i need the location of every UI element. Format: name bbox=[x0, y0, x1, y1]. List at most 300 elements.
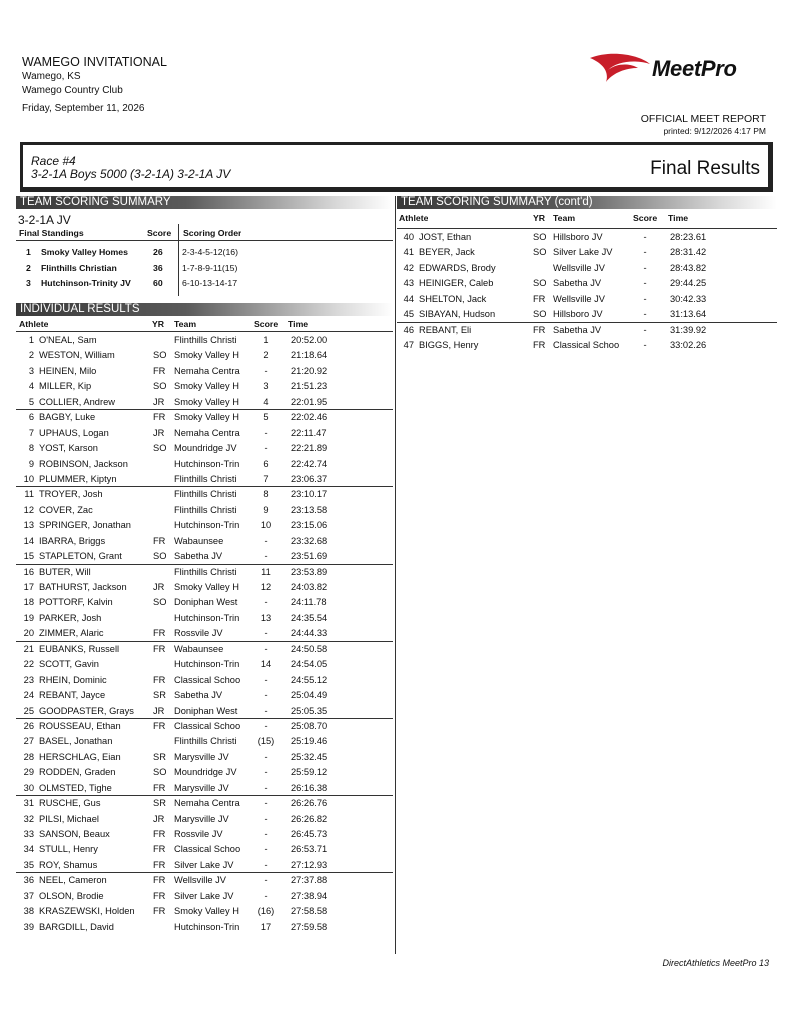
place: 33 bbox=[23, 829, 34, 839]
athlete-yr: SO bbox=[153, 597, 167, 608]
athlete-score: - bbox=[264, 551, 268, 562]
athlete-score: - bbox=[264, 443, 268, 454]
athlete-time: 27:38.94 bbox=[291, 890, 328, 901]
athlete-score: 1 bbox=[263, 335, 269, 345]
athlete-score: 13 bbox=[260, 612, 272, 623]
result-row bbox=[16, 549, 393, 564]
result-row bbox=[16, 611, 393, 626]
athlete-score: - bbox=[643, 293, 647, 304]
place: 32 bbox=[23, 813, 34, 824]
athlete-name: PLUMMER, Kiptyn bbox=[39, 473, 117, 484]
place: 47 bbox=[403, 340, 414, 351]
athlete-time: 22:11.47 bbox=[291, 427, 327, 438]
result-row bbox=[16, 457, 393, 472]
col-time: Time bbox=[668, 213, 689, 223]
athlete-score: 10 bbox=[260, 520, 272, 531]
meet-date: Friday, September 11, 2026 bbox=[22, 103, 145, 114]
place: 28 bbox=[23, 751, 34, 762]
athlete-yr: SO bbox=[153, 381, 167, 392]
athlete-score: - bbox=[264, 875, 268, 886]
place: 36 bbox=[23, 875, 34, 886]
athlete-yr: SO bbox=[153, 443, 167, 454]
individual-results-list bbox=[16, 332, 393, 935]
athlete-team: Classical Schoo bbox=[174, 844, 241, 855]
continued-results-list bbox=[397, 228, 777, 354]
athlete-time: 30:42.33 bbox=[670, 293, 707, 304]
logo-text: MeetPro bbox=[652, 56, 737, 81]
result-row bbox=[16, 395, 393, 410]
athlete-yr: SO bbox=[153, 350, 167, 361]
race-box bbox=[20, 142, 773, 192]
place: 20 bbox=[23, 628, 34, 639]
athlete-score: - bbox=[264, 782, 268, 793]
athlete-team: Sabetha JV bbox=[174, 551, 223, 562]
athlete-score: - bbox=[264, 720, 268, 731]
meet-title: WAMEGO INVITATIONAL bbox=[22, 55, 167, 69]
athlete-yr: FR bbox=[153, 412, 166, 423]
result-row bbox=[16, 534, 393, 549]
athlete-name: BATHURST, Jackson bbox=[39, 582, 127, 592]
athlete-name: KRASZEWSKI, Holden bbox=[39, 906, 135, 917]
athlete-team: Marysville JV bbox=[174, 751, 229, 762]
athlete-score: - bbox=[643, 309, 647, 320]
athlete-time: 22:21.89 bbox=[291, 443, 328, 454]
place: 21 bbox=[23, 643, 34, 654]
result-row bbox=[397, 292, 777, 307]
place: 13 bbox=[23, 520, 34, 531]
col-athlete: Athlete bbox=[399, 213, 429, 223]
place: 31 bbox=[23, 798, 34, 809]
place: 5 bbox=[28, 396, 34, 407]
athlete-time: 27:58.58 bbox=[291, 906, 328, 917]
athlete-team: Silver Lake JV bbox=[174, 859, 234, 870]
place: 18 bbox=[23, 597, 34, 608]
athlete-score: - bbox=[264, 628, 268, 639]
athlete-score: 9 bbox=[263, 504, 269, 515]
col-time: Time bbox=[288, 319, 309, 329]
athlete-time: 26:26.76 bbox=[291, 798, 328, 809]
athlete-time: 28:43.82 bbox=[670, 262, 707, 273]
athlete-name: OLSON, Brodie bbox=[39, 890, 104, 901]
place: 29 bbox=[23, 767, 34, 778]
col-yr: YR bbox=[152, 319, 165, 329]
athlete-yr: SO bbox=[153, 551, 167, 562]
athlete-score: - bbox=[264, 859, 268, 870]
logo-swoosh-icon bbox=[588, 52, 658, 84]
athlete-team: Hutchinson-Trin bbox=[174, 458, 240, 469]
athlete-time: 22:02.46 bbox=[291, 412, 328, 423]
athlete-time: 23:15.06 bbox=[291, 520, 328, 531]
athlete-yr: FR bbox=[533, 324, 546, 335]
result-row bbox=[16, 379, 393, 394]
result-row bbox=[397, 323, 777, 338]
athlete-yr: SR bbox=[153, 690, 166, 701]
place: 35 bbox=[23, 859, 34, 870]
athlete-score: - bbox=[643, 340, 647, 351]
athlete-team: Silver Lake JV bbox=[174, 890, 234, 901]
athlete-team: Flinthills Christi bbox=[174, 736, 237, 747]
athlete-time: 24:11.78 bbox=[291, 597, 327, 608]
athlete-name: ROY, Shamus bbox=[39, 859, 98, 870]
place: 38 bbox=[23, 906, 34, 917]
result-row bbox=[16, 873, 393, 888]
athlete-score: - bbox=[264, 798, 268, 809]
meet-city: Wamego, KS bbox=[22, 71, 81, 82]
athlete-score: 3 bbox=[263, 381, 269, 392]
athlete-team: Smoky Valley H bbox=[174, 582, 239, 592]
team-name: Flinthills Christian bbox=[41, 262, 117, 273]
athlete-team: Flinthills Christi bbox=[174, 489, 237, 500]
continued-section bbox=[397, 196, 777, 354]
athlete-team: Wellsville JV bbox=[553, 262, 606, 273]
col-yr: YR bbox=[533, 213, 546, 223]
athlete-time: 21:51.23 bbox=[291, 381, 328, 392]
athlete-team: Flinthills Christi bbox=[174, 566, 237, 577]
athlete-name: MILLER, Kip bbox=[39, 381, 92, 392]
athlete-team: Hutchinson-Trin bbox=[174, 921, 240, 932]
place: 22 bbox=[23, 659, 34, 670]
place: 39 bbox=[23, 921, 34, 932]
standings-row bbox=[16, 276, 393, 292]
athlete-time: 21:18.64 bbox=[291, 350, 328, 361]
athlete-score: - bbox=[264, 643, 268, 654]
athlete-name: BEYER, Jack bbox=[419, 247, 475, 258]
athlete-yr: SR bbox=[153, 798, 166, 809]
athlete-yr: FR bbox=[153, 365, 166, 376]
athlete-time: 25:05.35 bbox=[291, 705, 328, 716]
place: 2 bbox=[28, 350, 34, 361]
results-status: Final Results bbox=[650, 158, 760, 179]
result-row bbox=[16, 750, 393, 765]
athlete-yr: FR bbox=[153, 643, 166, 654]
athlete-yr: FR bbox=[153, 782, 166, 793]
place: 12 bbox=[23, 504, 34, 515]
athlete-name: GOODPASTER, Grays bbox=[39, 705, 134, 716]
athlete-yr: SO bbox=[153, 767, 167, 778]
result-row bbox=[16, 642, 393, 657]
athlete-score: - bbox=[643, 278, 647, 289]
team-name: Hutchinson-Trinity JV bbox=[41, 278, 131, 288]
result-row bbox=[397, 338, 777, 353]
athlete-name: EDWARDS, Brody bbox=[419, 262, 496, 273]
team-name: Smoky Valley Homes bbox=[41, 247, 128, 257]
place: 14 bbox=[23, 535, 34, 546]
result-row bbox=[16, 827, 393, 842]
athlete-score: (15) bbox=[257, 736, 275, 747]
individual-results-section bbox=[16, 303, 393, 935]
athlete-name: UPHAUS, Logan bbox=[39, 427, 109, 438]
place: 17 bbox=[23, 582, 34, 592]
athlete-name: IBARRA, Briggs bbox=[39, 535, 106, 546]
athlete-name: STAPLETON, Grant bbox=[39, 551, 122, 562]
athlete-team: Hillsboro JV bbox=[553, 309, 603, 320]
athlete-name: TROYER, Josh bbox=[39, 489, 103, 500]
place: 23 bbox=[23, 674, 34, 685]
col-team: Team bbox=[553, 213, 576, 223]
athlete-yr: JR bbox=[153, 396, 165, 407]
team-scoring-order: 6-10-13-14-17 bbox=[182, 278, 238, 288]
report-label: OFFICIAL MEET REPORT bbox=[640, 113, 766, 125]
athlete-time: 33:02.26 bbox=[670, 340, 707, 351]
athlete-yr: SO bbox=[533, 247, 547, 258]
place: 9 bbox=[28, 458, 34, 469]
athlete-time: 22:42.74 bbox=[291, 458, 328, 469]
col-team: Team bbox=[174, 319, 197, 329]
athlete-time: 24:50.58 bbox=[291, 643, 328, 654]
athlete-team: Flinthills Christi bbox=[174, 335, 237, 345]
athlete-score: 7 bbox=[263, 473, 269, 484]
result-row bbox=[16, 426, 393, 441]
athlete-yr: FR bbox=[533, 293, 546, 304]
place: 46 bbox=[403, 324, 414, 335]
athlete-score: - bbox=[264, 813, 268, 824]
place: 34 bbox=[23, 844, 34, 855]
standings-row bbox=[16, 245, 393, 261]
athlete-score: - bbox=[264, 767, 268, 778]
team-scoring-header: TEAM SCORING SUMMARY bbox=[16, 196, 393, 209]
division-name: 3-2-1A JV bbox=[18, 213, 71, 227]
footer-software: DirectAthletics MeetPro 13 bbox=[662, 958, 769, 968]
result-row bbox=[397, 245, 777, 260]
race-number: Race #4 bbox=[31, 154, 76, 168]
athlete-name: REBANT, Jayce bbox=[39, 690, 106, 701]
col-scoring-order: Scoring Order bbox=[183, 228, 242, 238]
place: 26 bbox=[23, 720, 34, 731]
athlete-yr: SR bbox=[153, 751, 166, 762]
place: 30 bbox=[23, 782, 34, 793]
athlete-score: 11 bbox=[261, 566, 271, 577]
col-final-standings: Final Standings bbox=[19, 228, 84, 238]
place: 1 bbox=[28, 335, 34, 345]
standings-list bbox=[16, 241, 393, 292]
place: 45 bbox=[403, 309, 414, 320]
athlete-name: POTTORF, Kalvin bbox=[39, 597, 113, 608]
athlete-time: 23:53.89 bbox=[291, 566, 328, 577]
athlete-name: PILSI, Michael bbox=[39, 813, 99, 824]
athlete-team: Flinthills Christi bbox=[174, 473, 237, 484]
athlete-name: BAGBY, Luke bbox=[39, 412, 96, 423]
athlete-time: 28:23.61 bbox=[670, 232, 707, 242]
athlete-time: 27:37.88 bbox=[291, 875, 328, 886]
athlete-score: - bbox=[643, 262, 647, 273]
athlete-team: Moundridge JV bbox=[174, 443, 237, 454]
athlete-time: 26:45.73 bbox=[291, 829, 328, 839]
place: 6 bbox=[28, 412, 34, 423]
athlete-yr: FR bbox=[153, 906, 166, 917]
athlete-name: RUSCHE, Gus bbox=[39, 798, 101, 809]
place: 8 bbox=[28, 443, 34, 454]
team-scoring-order: 1-7-8-9-11(15) bbox=[182, 262, 238, 273]
athlete-name: BUTER, Will bbox=[39, 566, 91, 577]
athlete-score: - bbox=[264, 829, 268, 839]
place: 41 bbox=[403, 247, 414, 258]
standings-column-header bbox=[16, 228, 393, 241]
athlete-name: SCOTT, Gavin bbox=[39, 659, 99, 670]
athlete-team: Smoky Valley H bbox=[174, 906, 239, 917]
athlete-name: BASEL, Jonathan bbox=[39, 736, 113, 747]
athlete-team: Rossvile JV bbox=[174, 628, 223, 639]
result-row bbox=[16, 796, 393, 811]
athlete-team: Smoky Valley H bbox=[174, 381, 239, 392]
result-row bbox=[16, 812, 393, 827]
athlete-yr: FR bbox=[153, 628, 166, 639]
athlete-time: 31:13.64 bbox=[670, 309, 707, 320]
col-athlete: Athlete bbox=[19, 319, 49, 329]
athlete-time: 23:32.68 bbox=[291, 535, 328, 546]
athlete-team: Hillsboro JV bbox=[553, 232, 603, 242]
athlete-team: Wellsville JV bbox=[174, 875, 227, 886]
athlete-team: Sabetha JV bbox=[174, 690, 223, 701]
athlete-team: Sabetha JV bbox=[553, 324, 602, 335]
athlete-name: JOST, Ethan bbox=[419, 232, 472, 242]
athlete-score: 17 bbox=[260, 921, 272, 932]
athlete-name: YOST, Karson bbox=[39, 443, 98, 454]
athlete-team: Doniphan West bbox=[174, 705, 238, 716]
athlete-name: COLLIER, Andrew bbox=[39, 396, 115, 407]
athlete-name: HEINEN, Milo bbox=[39, 365, 97, 376]
result-row bbox=[16, 858, 393, 873]
result-row bbox=[16, 719, 393, 734]
result-row bbox=[16, 410, 393, 425]
result-row bbox=[16, 673, 393, 688]
athlete-score: 2 bbox=[263, 350, 269, 361]
result-row bbox=[16, 364, 393, 379]
athlete-score: - bbox=[264, 535, 268, 546]
athlete-team: Moundridge JV bbox=[174, 767, 237, 778]
place: 16 bbox=[23, 566, 34, 577]
athlete-name: HEINIGER, Caleb bbox=[419, 278, 494, 289]
col-score: Score bbox=[633, 213, 658, 223]
athlete-time: 23:10.17 bbox=[291, 489, 328, 500]
result-row bbox=[16, 920, 393, 935]
athlete-score: (16) bbox=[257, 906, 275, 917]
athlete-name: SANSON, Beaux bbox=[39, 829, 110, 839]
athlete-name: ROUSSEAU, Ethan bbox=[39, 720, 121, 731]
athlete-name: PARKER, Josh bbox=[39, 612, 102, 623]
athlete-score: - bbox=[264, 751, 268, 762]
team-place: 2 bbox=[26, 262, 31, 273]
athlete-score: - bbox=[264, 690, 268, 701]
athlete-team: Sabetha JV bbox=[553, 278, 602, 289]
athlete-team: Wabaunsee bbox=[174, 535, 224, 546]
athlete-team: Hutchinson-Trin bbox=[174, 612, 240, 623]
athlete-team: Smoky Valley H bbox=[174, 412, 239, 423]
athlete-team: Wellsville JV bbox=[553, 293, 606, 304]
place: 25 bbox=[23, 705, 34, 716]
place: 15 bbox=[23, 551, 34, 562]
athlete-name: SHELTON, Jack bbox=[419, 293, 487, 304]
athlete-team: Wabaunsee bbox=[174, 643, 224, 654]
athlete-name: ZIMMER, Alaric bbox=[39, 628, 104, 639]
place: 7 bbox=[28, 427, 34, 438]
team-score: 26 bbox=[153, 247, 163, 257]
result-row bbox=[16, 842, 393, 857]
athlete-name: NEEL, Cameron bbox=[39, 875, 107, 886]
athlete-time: 31:39.92 bbox=[670, 324, 707, 335]
athlete-name: REBANT, Eli bbox=[419, 324, 472, 335]
place: 24 bbox=[23, 690, 34, 701]
col-score: Score bbox=[254, 319, 279, 329]
athlete-yr: FR bbox=[153, 844, 166, 855]
athlete-time: 27:12.93 bbox=[291, 859, 328, 870]
result-row bbox=[16, 580, 393, 595]
athlete-name: OLMSTED, Tighe bbox=[39, 782, 112, 793]
athlete-time: 21:20.92 bbox=[291, 365, 328, 376]
meet-venue: Wamego Country Club bbox=[22, 85, 123, 96]
athlete-name: STULL, Henry bbox=[39, 844, 98, 855]
athlete-team: Nemaha Centra bbox=[174, 365, 240, 376]
athlete-name: BIGGS, Henry bbox=[419, 340, 479, 351]
place: 40 bbox=[403, 232, 414, 242]
result-row bbox=[16, 626, 393, 641]
result-row bbox=[16, 781, 393, 796]
result-row bbox=[16, 889, 393, 904]
result-row bbox=[16, 503, 393, 518]
result-row bbox=[16, 734, 393, 749]
result-row bbox=[16, 472, 393, 487]
athlete-time: 23:51.69 bbox=[291, 551, 328, 562]
athlete-time: 22:01.95 bbox=[291, 396, 328, 407]
athlete-team: Marysville JV bbox=[174, 782, 229, 793]
athlete-time: 26:26.82 bbox=[291, 813, 328, 824]
team-place: 3 bbox=[26, 278, 31, 288]
athlete-name: WESTON, William bbox=[39, 350, 115, 361]
standings-row bbox=[16, 261, 393, 277]
athlete-name: HERSCHLAG, Eian bbox=[39, 751, 121, 762]
place: 37 bbox=[23, 890, 34, 901]
result-row bbox=[16, 518, 393, 533]
athlete-yr: SO bbox=[533, 278, 547, 289]
athlete-score: - bbox=[264, 427, 268, 438]
result-row bbox=[397, 230, 777, 245]
athlete-name: EUBANKS, Russell bbox=[39, 643, 120, 654]
individual-results-header: INDIVIDUAL RESULTS bbox=[16, 303, 393, 316]
athlete-yr: JR bbox=[153, 705, 165, 716]
team-place: 1 bbox=[26, 247, 31, 257]
athlete-team: Smoky Valley H bbox=[174, 350, 239, 361]
result-row bbox=[16, 904, 393, 919]
result-row bbox=[16, 333, 393, 348]
athlete-time: 24:03.82 bbox=[291, 582, 328, 592]
athlete-score: 4 bbox=[263, 396, 269, 407]
athlete-score: - bbox=[264, 597, 268, 608]
athlete-name: SIBAYAN, Hudson bbox=[419, 309, 496, 320]
athlete-yr: JR bbox=[153, 582, 165, 592]
athlete-time: 24:44.33 bbox=[291, 628, 328, 639]
athlete-team: Hutchinson-Trin bbox=[174, 520, 240, 531]
result-row bbox=[397, 261, 777, 276]
athlete-score: - bbox=[643, 247, 647, 258]
place: 44 bbox=[403, 293, 414, 304]
athlete-team: Nemaha Centra bbox=[174, 427, 240, 438]
team-scoring-section bbox=[16, 196, 393, 292]
athlete-team: Silver Lake JV bbox=[553, 247, 613, 258]
athlete-team: Classical Schoo bbox=[553, 340, 620, 351]
place: 19 bbox=[23, 612, 34, 623]
result-row bbox=[16, 487, 393, 502]
athlete-time: 24:55.12 bbox=[291, 674, 328, 685]
race-name: 3-2-1A Boys 5000 (3-2-1A) 3-2-1A JV bbox=[31, 167, 231, 181]
athlete-time: 23:13.58 bbox=[291, 504, 328, 515]
printed-timestamp: printed: 9/12/2026 4:17 PM bbox=[663, 126, 766, 136]
continued-column-header bbox=[397, 213, 777, 226]
athlete-yr: FR bbox=[153, 859, 166, 870]
athlete-team: Doniphan West bbox=[174, 597, 238, 608]
athlete-time: 25:19.46 bbox=[291, 736, 328, 747]
col-team-score: Score bbox=[147, 228, 172, 238]
athlete-score: - bbox=[264, 365, 268, 376]
athlete-score: 8 bbox=[263, 489, 269, 500]
